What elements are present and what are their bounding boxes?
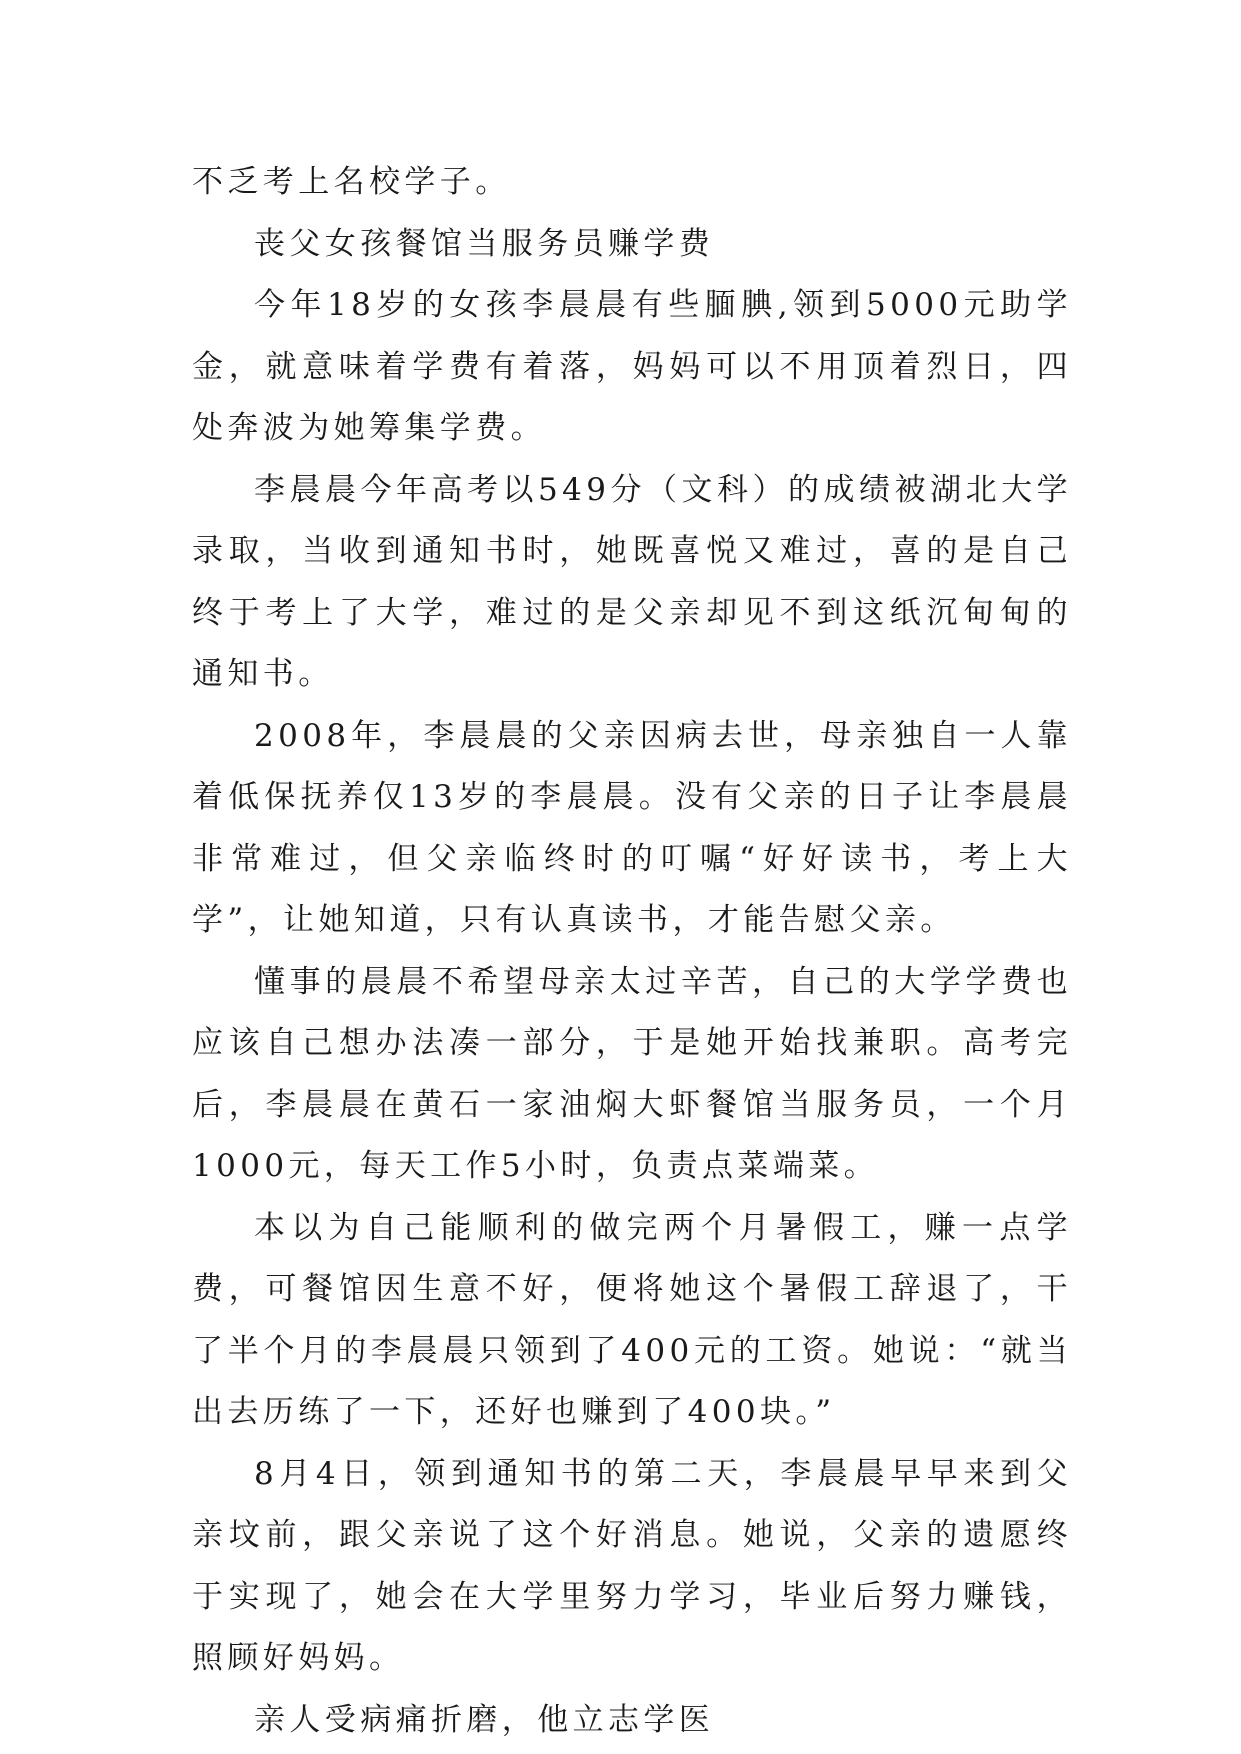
paragraph-5: 懂事的晨晨不希望母亲太过辛苦，自己的大学学费也应该自己想办法凑一部分，于是她开始找兼职。高考完后，李晨晨在黄石一家油焖大虾餐馆当服务员，一个月1000元，每天工作5小时，负责点菜端菜。 [192, 963, 1072, 1184]
paragraph-1: 不乏考上名校学子。 [192, 164, 511, 200]
paragraph-7: 8月4日，领到通知书的第二天，李晨晨早早来到父亲坟前，跟父亲说了这个好消息。她说，父亲的遗愿终于实现了，她会在大学里努力学习，毕业后努力赚钱，照顾好妈妈。 [192, 1455, 1072, 1676]
paragraph-3: 李晨晨今年高考以549分（文科）的成绩被湖北大学录取，当收到通知书时，她既喜悦又难过，喜的是自己终于考上了大学，难过的是父亲却见不到这纸沉甸甸的通知书。 [192, 471, 1072, 692]
subheading-1: 丧父女孩餐馆当服务员赚学费 [254, 225, 715, 262]
paragraph-2: 今年18岁的女孩李晨晨有些腼腆,领到5000元助学金，就意味着学费有着落，妈妈可以不用顶着烈日，四处奔波为她筹集学费。 [192, 287, 1072, 446]
paragraph-4: 2008年，李晨晨的父亲因病去世，母亲独自一人靠着低保抚养仅13岁的李晨晨。没有父亲的日子让李晨晨非常难过，但父亲临终时的叮嘱“好好读书，考上大学”，让她知道，只有认真读书，才能告慰父亲。 [192, 717, 1072, 938]
paragraph-6: 本以为自己能顺利的做完两个月暑假工，赚一点学费，可餐馆因生意不好，便将她这个暑假工辞退了，干了半个月的李晨晨只领到了400元的工资。她说：“就当出去历练了一下，还好也赚到了400块。” [192, 1209, 1072, 1430]
body-text [192, 152, 1072, 1751]
subheading-2: 亲人受病痛折磨，他立志学医 [254, 1701, 715, 1738]
